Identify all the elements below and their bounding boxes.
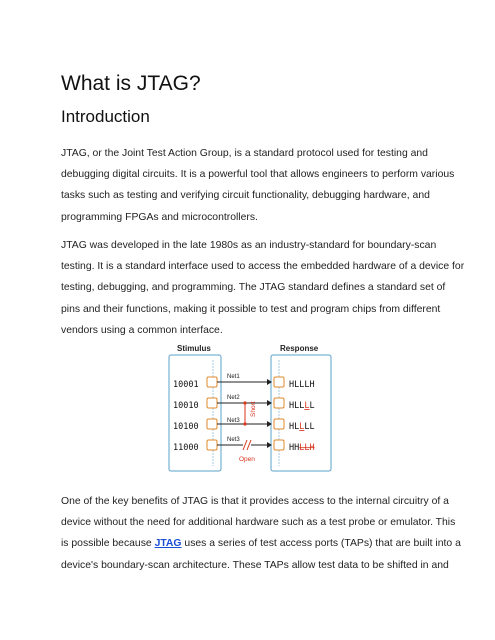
paragraph-benefits: [61, 491, 461, 576]
response-cell: [274, 419, 284, 429]
net-label: Net2: [227, 395, 240, 401]
boundary-scan-svg: [165, 340, 335, 475]
paragraph-text: uses a series of test access ports (TAPs) that are built into a: [181, 538, 461, 550]
paragraph-history: [61, 235, 465, 341]
jtag-link[interactable]: JTAG: [154, 538, 182, 550]
short-label: Short: [250, 401, 257, 417]
paragraph-line: JTAG, or the Joint Test Action Group, is a standard protocol used for testing and: [61, 148, 428, 159]
stimulus-label: Stimulus: [177, 344, 211, 353]
paragraph-line: testing, debugging, and programming. The JTAG standard defines a standard set of: [61, 282, 446, 294]
open-mark: [247, 440, 251, 450]
net-label: Net1: [227, 374, 240, 380]
paragraph-line: One of the key benefits of JTAG is that it provides access to the internal circuitry of a: [61, 496, 449, 507]
open-mark: [243, 440, 247, 450]
paragraph-line: device without the need for additional hardware such as a test probe or emulator. This: [61, 517, 456, 529]
paragraph-line: debugging digital circuits. It is a powerful tool that allows engineers to perform various: [61, 169, 455, 181]
paragraph-line: device's boundary-scan architecture. These TAPs allow test data to be shifted in and: [61, 559, 449, 571]
paragraph-line: programming FPGAs and microcontrollers.: [61, 211, 258, 223]
response-value: HLLLL: [289, 401, 315, 411]
boundary-scan-diagram: [165, 340, 335, 475]
paragraph-line: [61, 533, 461, 554]
open-label: Open: [239, 456, 255, 463]
response-device-box: [271, 355, 331, 471]
stimulus-cell: [207, 398, 217, 408]
stimulus-value: 10010: [173, 401, 199, 411]
stimulus-cell: [207, 419, 217, 429]
response-cell: [274, 377, 284, 387]
stimulus-cell: [207, 377, 217, 387]
paragraph-line: JTAG was developed in the late 1980s as an industry-standard for boundary-scan: [61, 240, 437, 251]
stimulus-value: 10100: [173, 422, 199, 432]
page-title: What is JTAG?: [61, 72, 201, 95]
net-label: Net3: [227, 418, 240, 424]
stimulus-cell: [207, 440, 217, 450]
paragraph-line: testing. It is a standard interface used to access the embedded hardware of a device for: [61, 261, 465, 273]
paragraph-line: vendors using a common interface.: [61, 324, 223, 336]
paragraph-intro: [61, 143, 455, 228]
section-heading: Introduction: [61, 107, 150, 126]
response-value: HLLLL: [289, 422, 315, 432]
net-label: Net3: [227, 437, 240, 443]
stimulus-value: 11000: [173, 443, 199, 453]
response-cell: [274, 398, 284, 408]
paragraph-text: is possible because: [61, 538, 155, 550]
paragraph-line: pins and their functions, making it possible to test and program chips from different: [61, 303, 441, 315]
response-label: Response: [280, 344, 319, 353]
short-junction: [243, 422, 246, 425]
response-cell: [274, 440, 284, 450]
stimulus-value: 10001: [173, 380, 199, 390]
short-junction: [243, 401, 246, 404]
response-value: HHLLH: [289, 443, 315, 453]
paragraph-line: tasks such as testing and verifying circuit functionality, debugging hardware, and: [61, 190, 430, 202]
response-value: HLLLH: [289, 380, 315, 390]
